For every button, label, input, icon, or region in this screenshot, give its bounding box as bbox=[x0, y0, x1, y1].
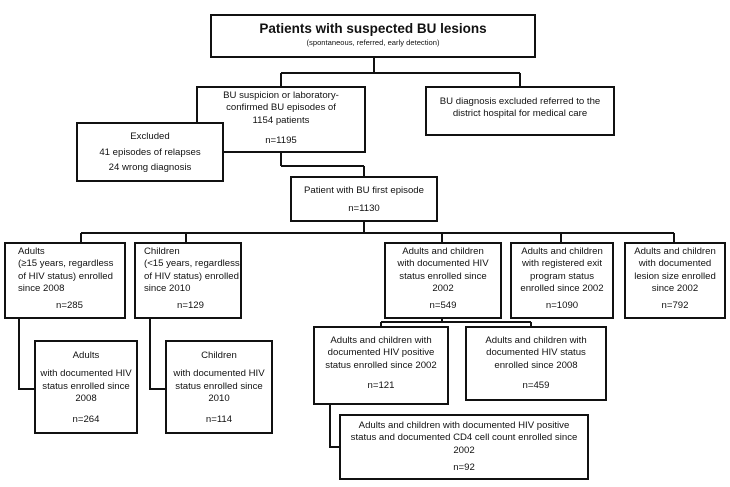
lesion-size-count: n=792 bbox=[661, 299, 689, 311]
children-line: Children bbox=[144, 246, 180, 257]
children-hiv-count: n=114 bbox=[205, 413, 233, 425]
excluded-diagnosis-line: district hospital for medical care bbox=[452, 108, 588, 120]
hiv-2008-line: Adults and children with bbox=[485, 335, 587, 346]
children-hiv-box bbox=[165, 340, 273, 434]
suspected-lesions-box bbox=[210, 14, 536, 58]
suspicion-line: confirmed BU episodes of bbox=[226, 102, 336, 114]
hiv-positive-line: Adults and children with bbox=[330, 335, 432, 346]
excluded-wrong-diagnosis: 24 wrong diagnosis bbox=[108, 162, 192, 173]
lesion-size-line: lesion size enrolled bbox=[634, 270, 716, 282]
hiv-2008-line: enrolled since 2008 bbox=[494, 359, 578, 371]
excluded-box bbox=[76, 122, 224, 182]
suspicion-line: BU suspicion or laboratory- bbox=[223, 90, 339, 101]
cd4-line: 2002 bbox=[453, 444, 475, 456]
exit-program-count: n=1090 bbox=[545, 299, 579, 311]
adults-box bbox=[4, 242, 126, 319]
cd4-box bbox=[339, 414, 589, 480]
adults-line: Adults bbox=[18, 246, 45, 257]
children-line: since 2010 bbox=[144, 283, 191, 295]
children-line: (<15 years, regardless bbox=[144, 258, 240, 270]
lesion-size-box bbox=[624, 242, 726, 319]
excluded-diagnosis-line: BU diagnosis excluded referred to the bbox=[439, 96, 601, 107]
lesion-size-line: Adults and children bbox=[634, 246, 716, 257]
excluded-diagnosis-box bbox=[425, 86, 615, 136]
first-episode-count: n=1130 bbox=[348, 203, 380, 214]
suspected-lesions-title: Patients with suspected BU lesions bbox=[259, 21, 487, 36]
cd4-count: n=92 bbox=[453, 462, 475, 474]
adults-line: since 2008 bbox=[18, 283, 65, 295]
adults-hiv-line: 2008 bbox=[75, 393, 97, 405]
cd4-line: status and documented CD4 cell count enrolled since bbox=[350, 432, 578, 444]
adults-hiv-line: status enrolled since bbox=[42, 380, 130, 392]
lesion-size-line: since 2002 bbox=[651, 283, 699, 295]
first-episode-box bbox=[290, 176, 438, 222]
hiv-positive-line: documented HIV positive bbox=[327, 347, 435, 359]
adults-count: n=285 bbox=[56, 299, 83, 311]
adults-hiv-line: with documented HIV bbox=[40, 368, 132, 380]
excluded-relapses: 41 episodes of relapses bbox=[99, 146, 201, 158]
excluded-heading: Excluded bbox=[130, 131, 170, 142]
hiv-status-line: with documented HIV bbox=[397, 258, 489, 270]
hiv-status-line: Adults and children bbox=[402, 246, 484, 257]
hiv-status-line: 2002 bbox=[432, 283, 454, 295]
hiv-2008-line: documented HIV status bbox=[486, 347, 586, 359]
exit-program-box bbox=[510, 242, 614, 319]
suspicion-count: n=1195 bbox=[265, 135, 297, 147]
hiv-2008-box bbox=[465, 326, 607, 401]
suspicion-line: 1154 patients bbox=[252, 114, 310, 126]
children-hiv-line: 2010 bbox=[208, 393, 230, 405]
connector-hiv-positive-to-cd4 bbox=[330, 405, 339, 447]
hiv-positive-count: n=121 bbox=[367, 380, 395, 392]
hiv-positive-line: status enrolled since 2002 bbox=[325, 359, 437, 371]
cd4-line: Adults and children with documented HIV positive bbox=[358, 420, 570, 431]
exit-program-line: Adults and children bbox=[521, 246, 603, 257]
children-hiv-line: Children bbox=[201, 350, 237, 361]
suspected-lesions-subtitle: (spontaneous, referred, early detection) bbox=[306, 38, 440, 47]
hiv-status-box bbox=[384, 242, 502, 319]
hiv-positive-box bbox=[313, 326, 449, 405]
children-box bbox=[134, 242, 242, 319]
adults-line: (≥15 years, regardless bbox=[18, 258, 114, 270]
exit-program-line: with registered exit bbox=[522, 258, 602, 270]
hiv-status-count: n=549 bbox=[429, 299, 457, 311]
connector-children-to-children-hiv bbox=[150, 319, 165, 389]
children-count: n=129 bbox=[177, 299, 204, 311]
lesion-size-line: with documented bbox=[638, 258, 712, 270]
children-line: of HIV status) enrolled bbox=[144, 270, 239, 282]
hiv-2008-count: n=459 bbox=[522, 380, 550, 392]
adults-hiv-count: n=264 bbox=[72, 413, 100, 425]
exit-program-line: enrolled since 2002 bbox=[520, 283, 604, 295]
children-hiv-line: with documented HIV bbox=[173, 368, 265, 380]
children-hiv-line: status enrolled since bbox=[175, 380, 263, 392]
adults-hiv-line: Adults bbox=[72, 350, 100, 361]
connector-adults-to-adults-hiv bbox=[19, 319, 34, 389]
hiv-status-line: status enrolled since bbox=[399, 270, 487, 282]
exit-program-line: program status bbox=[530, 270, 594, 282]
first-episode-label: Patient with BU first episode bbox=[304, 185, 424, 196]
adults-hiv-box bbox=[34, 340, 138, 434]
adults-line: of HIV status) enrolled bbox=[18, 270, 113, 282]
